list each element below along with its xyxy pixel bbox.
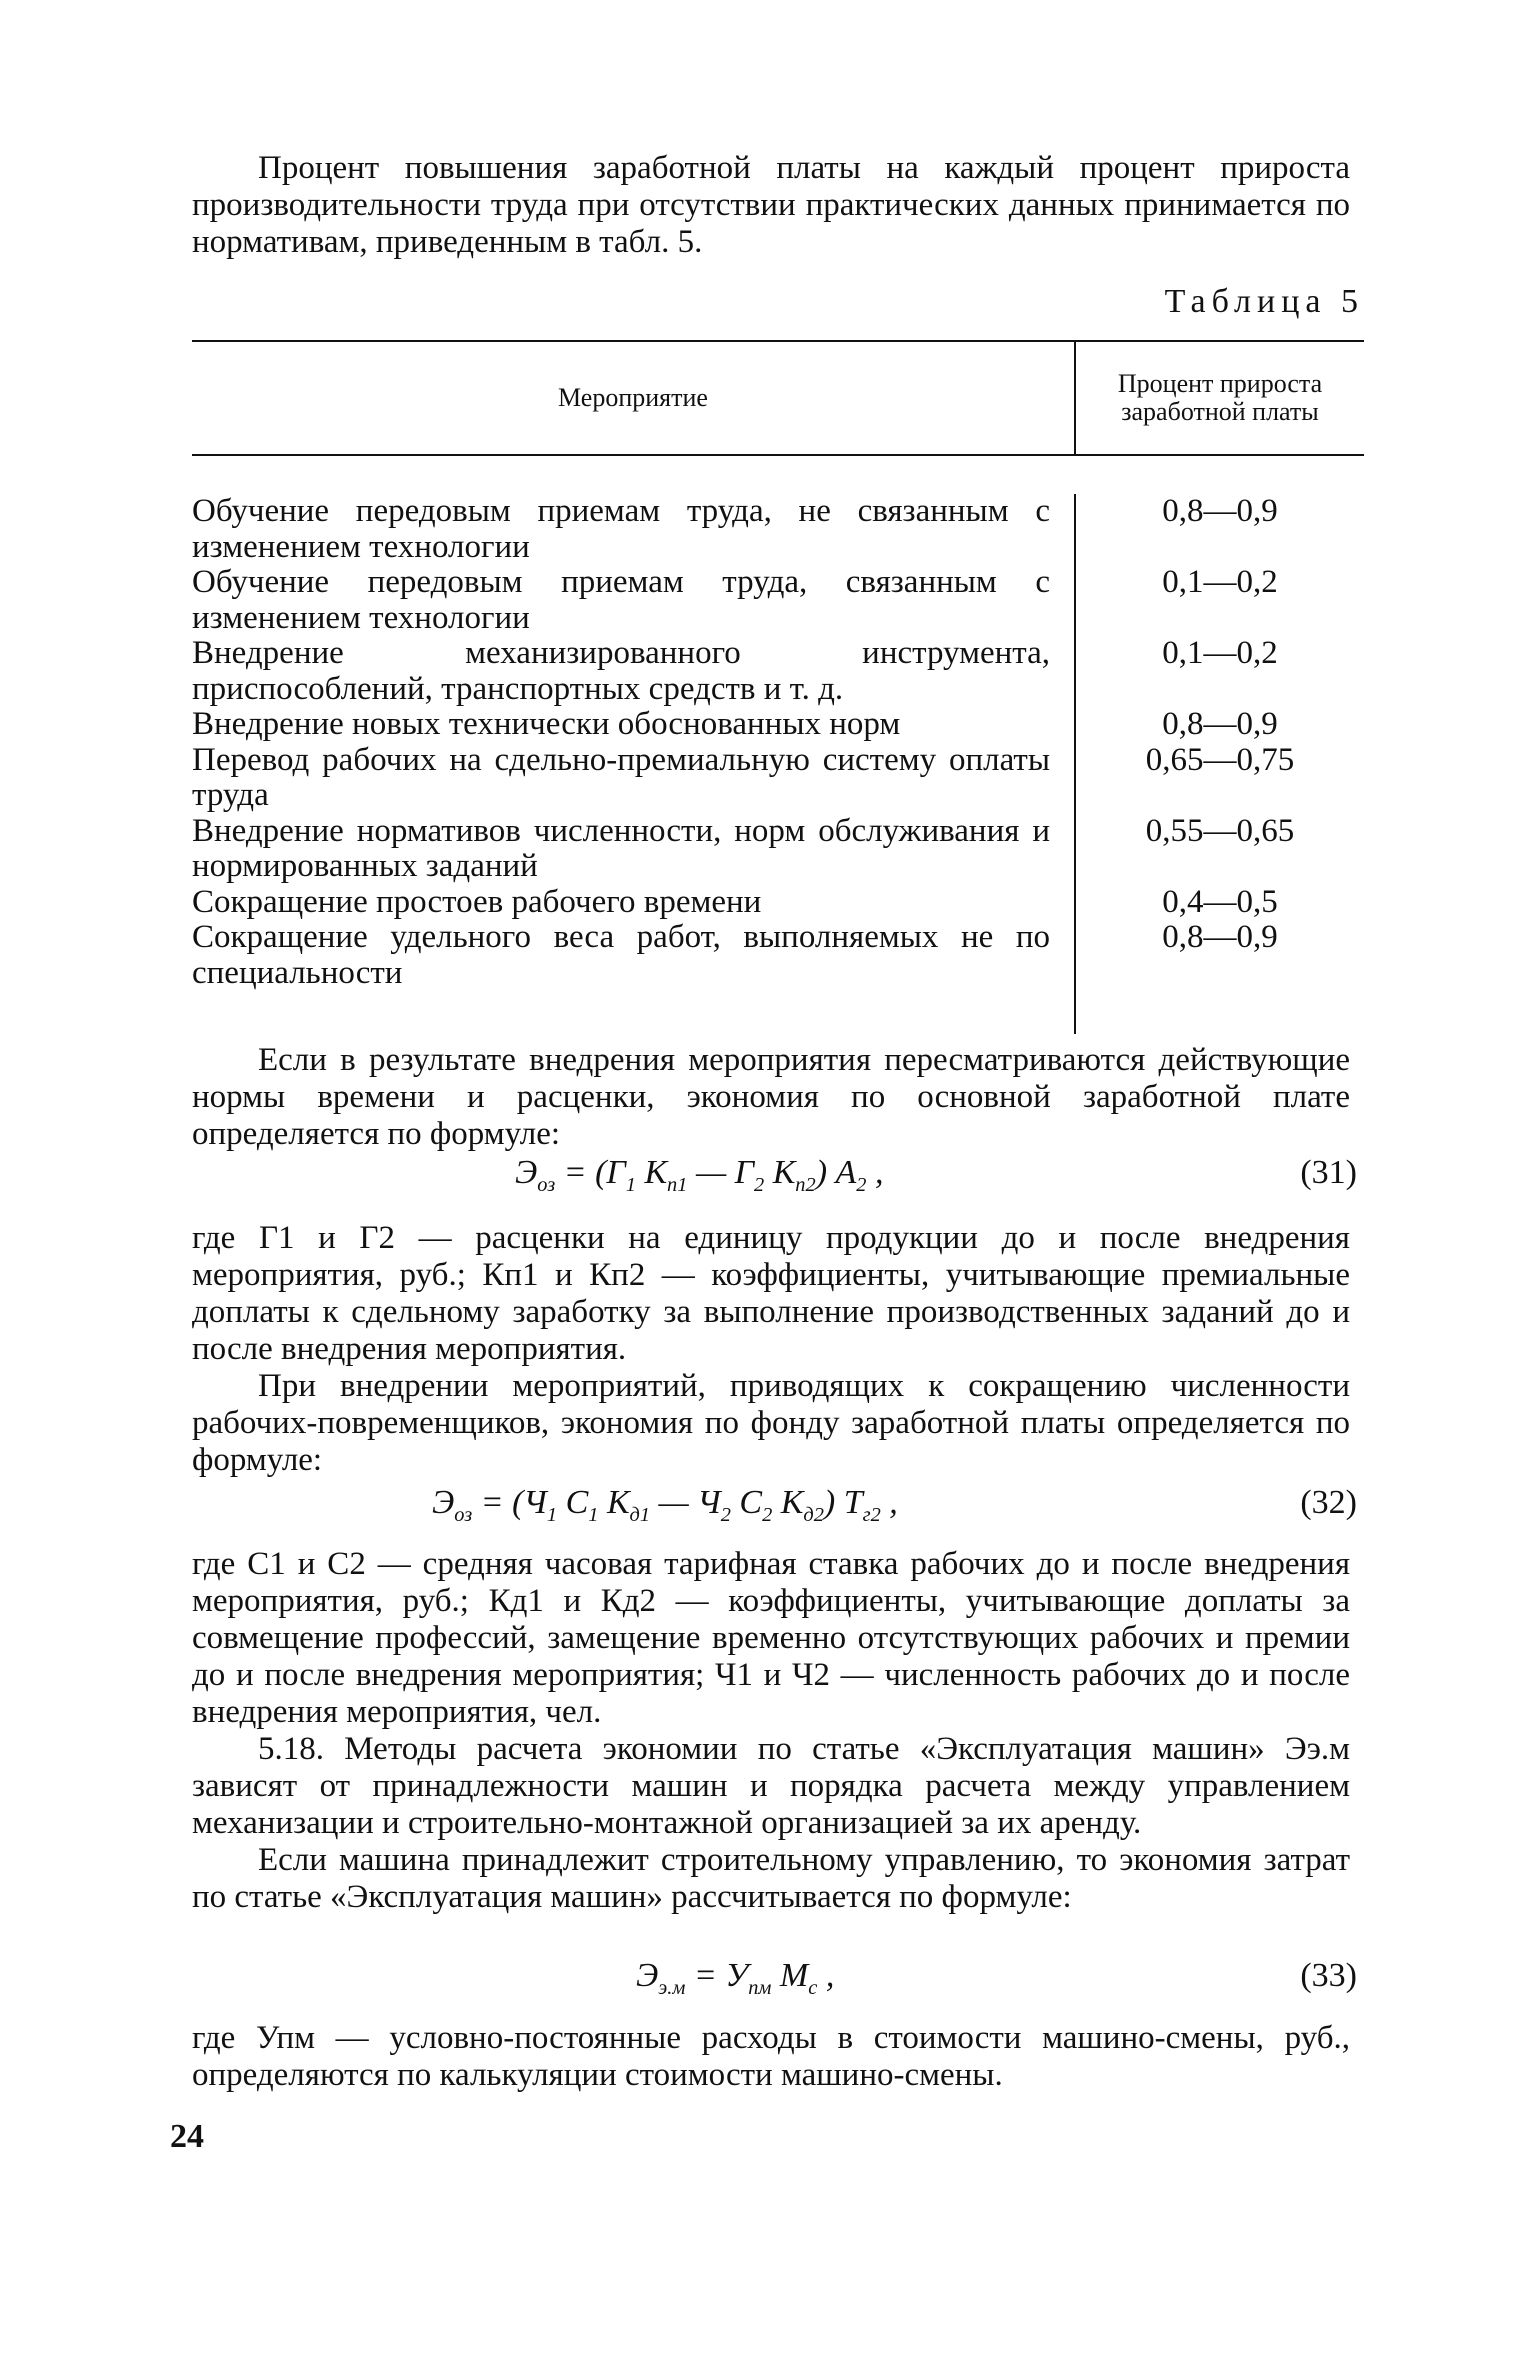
table-row-percent: 0,8—0,9 <box>1162 919 1278 955</box>
formula-part: Э <box>515 1154 538 1191</box>
paragraph-text: где Г1 и Г2 — расценки на единицу продукции до и после внедрения мероприятия, руб.; Кп1 и Кп2 — коэффициенты, учитывающие премиальные доплаты к сдельному заработку за выполнение производственных заданий до и после внедрения мероприятия. <box>192 1220 1350 1367</box>
table-row-event: Внедрение новых технически обоснованных норм <box>192 706 901 742</box>
table-row-percent: 0,65—0,75 <box>1145 741 1295 778</box>
formula-sub: с <box>808 1976 818 1999</box>
table-row-percent: 0,1—0,2 <box>1162 564 1278 600</box>
formula-sub: д2 <box>803 1503 824 1526</box>
paragraph-text: Если в результате внедрения мероприятия пересматриваются действующие нормы времени и расценки, экономия по основной заработной плате определяется по формуле: <box>192 1042 1350 1152</box>
formula-part: ) Т <box>823 1484 863 1521</box>
formula-sub: г2 <box>862 1503 881 1526</box>
paragraph-text: где С1 и С2 — средняя часовая тарифная ставка рабочих до и после внедрения мероприятия, руб.; Кд1 и Кд2 — коэффициенты, учитывающие доплаты за совмещение профессий, замещение временно отсутствующих рабочих и премии до и после внедрения мероприятия; Ч1 и Ч2 — численность рабочих до и после внедрения мероприятия, чел. <box>192 1546 1350 1730</box>
table-row-event: Обучение передовым приемам труда, не связанным с изменением технологии <box>192 493 1050 565</box>
intro-paragraph <box>192 150 1350 261</box>
formula-number-33: (33) <box>1300 1957 1357 1994</box>
paragraph-formula-32-legend <box>192 1546 1350 1916</box>
table-row-event: Сокращение простоев рабочего времени <box>192 883 762 920</box>
formula-part: = (Г <box>555 1154 626 1191</box>
percent-column <box>1074 494 1364 1034</box>
formula-sub: 2 <box>720 1503 731 1526</box>
formula-sub: 2 <box>754 1173 765 1196</box>
formula-part: К <box>772 1484 804 1521</box>
table-row-percent: 0,8—0,9 <box>1162 493 1278 529</box>
formula-sub: э.м <box>658 1976 686 1999</box>
table-body <box>192 456 1364 1034</box>
header-percent: Процент прироста заработной платы <box>1074 342 1364 454</box>
norms-table <box>192 340 1364 1034</box>
formula-number-32: (32) <box>1300 1484 1357 1521</box>
formula-sub: д1 <box>629 1503 651 1526</box>
formula-sub: 1 <box>588 1503 599 1526</box>
table-row-percent: 0,4—0,5 <box>1162 883 1278 920</box>
formula-sub: 1 <box>625 1173 636 1196</box>
formula-sub: 2 <box>856 1173 867 1196</box>
formula-part: , <box>817 1957 835 1994</box>
table-row-event: Сокращение удельного веса работ, выполняемых не по специальности <box>192 919 1050 991</box>
formula-part: — Г <box>687 1154 755 1191</box>
paragraph-formula-31-intro <box>192 1042 1350 1153</box>
table-row-event: Внедрение нормативов численности, норм обслуживания и нормированных заданий <box>192 812 1050 884</box>
table-row-percent: 0,8—0,9 <box>1162 706 1278 742</box>
formula-part: — Ч <box>650 1484 721 1521</box>
formula-part: М <box>771 1957 809 1994</box>
page-number: 24 <box>170 2118 204 2155</box>
formula-part: К <box>764 1154 796 1191</box>
formula-number-31: (31) <box>1300 1154 1357 1191</box>
intro-text: Процент повышения заработной платы на каждый процент прироста производительности труда при отсутствии практических данных принимается по нормативам, приведенным в табл. 5. <box>192 150 1350 260</box>
formula-31 <box>515 1154 883 1197</box>
formula-sub: п1 <box>667 1173 688 1196</box>
formula-sub: п2 <box>795 1173 816 1196</box>
table-header <box>192 342 1364 454</box>
table-row-percent: 0,1—0,2 <box>1162 635 1278 671</box>
formula-part: , <box>866 1154 884 1191</box>
formula-part: = У <box>685 1957 749 1994</box>
formula-part: С <box>730 1484 763 1521</box>
paragraph-formula-31-legend <box>192 1220 1350 1479</box>
paragraph-formula-33-legend <box>192 2020 1350 2094</box>
formula-sub: оз <box>454 1503 473 1526</box>
formula-sub: оз <box>537 1173 556 1196</box>
formula-32 <box>432 1484 898 1527</box>
formula-part: К <box>635 1154 668 1191</box>
paragraph-text: При внедрении мероприятий, приводящих к сокращению численности рабочих-повременщиков, экономия по фонду заработной платы определяется по формуле: <box>192 1368 1350 1478</box>
section-5-18-text: 5.18. Методы расчета экономии по статье «Эксплуатация машин» Ээ.м зависят от принадлежности машин и порядка расчета между управлением механизации и строительно-монтажной организацией за их аренду. <box>192 1731 1350 1841</box>
event-column <box>192 494 1074 1034</box>
table-row-percent: 0,55—0,65 <box>1145 812 1295 849</box>
formula-part: = (Ч <box>472 1484 547 1521</box>
formula-part: К <box>598 1484 630 1521</box>
paragraph-text: Если машина принадлежит строительному управлению, то экономия затрат по статье «Эксплуатация машин» рассчитывается по формуле: <box>192 1842 1350 1915</box>
table-row-event: Обучение передовым приемам труда, связанным с изменением технологии <box>192 564 1050 636</box>
formula-sub: 2 <box>762 1503 773 1526</box>
table-row-event: Перевод рабочих на сдельно-премиальную систему оплаты труда <box>192 741 1050 813</box>
table-row-event: Внедрение механизированного инструмента, приспособлений, транспортных средств и т. д. <box>192 635 1050 707</box>
header-event: Мероприятие <box>558 383 708 412</box>
formula-part: Э <box>432 1484 455 1521</box>
formula-part: , <box>880 1484 898 1521</box>
formula-33 <box>636 1957 834 2000</box>
formula-part: Э <box>636 1957 659 1994</box>
paragraph-text: где Упм — условно-постоянные расходы в стоимости машино-смены, руб., определяются по калькуляции стоимости машино-смены. <box>192 2020 1350 2093</box>
formula-part: ) А <box>815 1154 857 1191</box>
table-caption: Таблица 5 <box>1164 283 1364 320</box>
formula-sub: 1 <box>546 1503 558 1526</box>
formula-sub: пм <box>748 1976 772 1999</box>
formula-part: С <box>557 1484 589 1521</box>
